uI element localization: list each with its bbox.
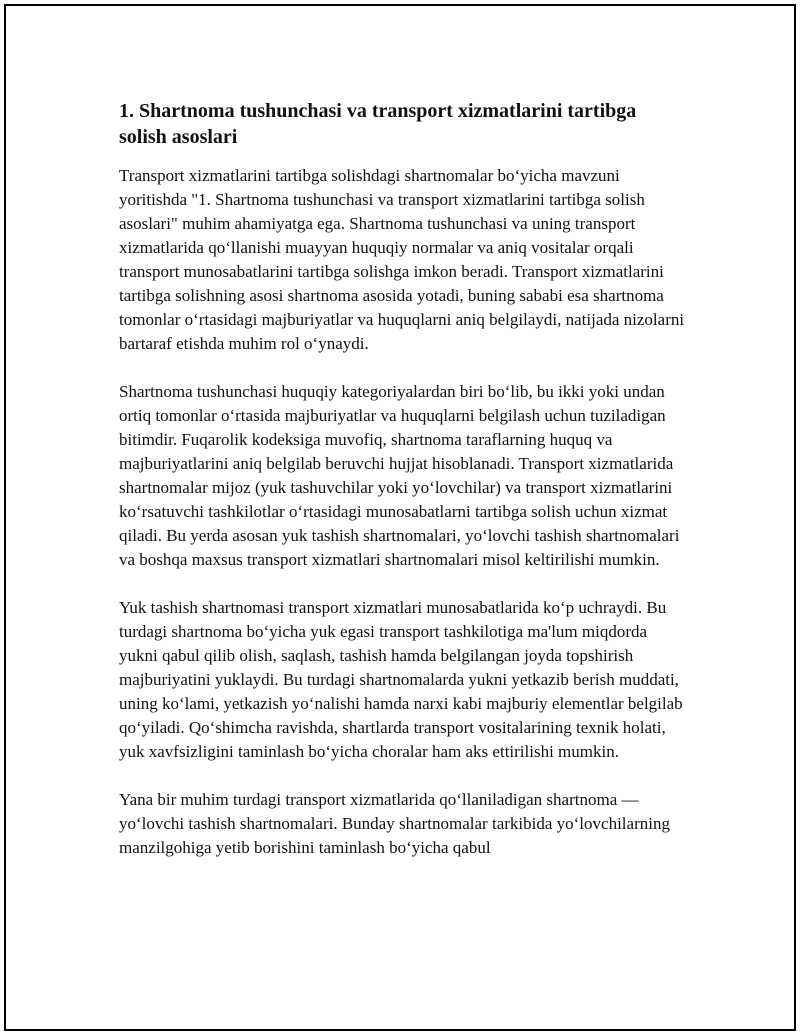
paragraph-1: Transport xizmatlarini tartibga solishdagi shartnomalar bo‘yicha mavzuni yoritishda "1. Shartnoma tushunchasi va transport xizmatlarini tartibga solish asoslari" muhim ahamiyatga ega. Shartnoma tushunchasi va uning transport xizmatlarida qo‘llanishi muayyan huquqiy normalar va aniq vositalar orqali transport munosabatlarini tartibga solishga imkon beradi. Transport xizmatlarini tartibga solishning asosi shartnoma asosida yotadi, buning sababi esa shartnoma tomonlar o‘rtasidagi majburiyatlar va huquqlarni aniq belgilaydi, natijada nizolarni bartaraf etishda muhim rol o‘ynaydi. [119, 166, 685, 353]
paragraph-3: Yuk tashish shartnomasi transport xizmatlari munosabatlarida ko‘p uchraydi. Bu turdagi shartnoma bo‘yicha yuk egasi transport tashkilotiga ma'lum miqdorda yukni qabul qilib olish, saqlash, tashish hamda belgilangan joyda topshirish majburiyatini yuklaydi. Bu turdagi shartnomalarda yukni yetkazib berish muddati, uning ko‘lami, yetkazish yo‘nalishi hamda narxi kabi majburiy elementlar belgilab qo‘yiladi. Qo‘shimcha ravishda, shartlarda transport vositalarining texnik holati, yuk xavfsizligini taminlash bo‘yicha choralar ham aks ettirilishi mumkin. [119, 598, 683, 761]
document-title: 1. Shartnoma tushunchasi va transport xizmatlarini tartibga solish asoslari [119, 100, 637, 148]
paragraph-2: Shartnoma tushunchasi huquqiy kategoriyalardan biri bo‘lib, bu ikki yoki undan ortiq tomonlar o‘rtasida majburiyatlar va huquqlarni belgilash uchun tuziladigan bitimdir. Fuqarolik kodeksiga muvofiq, shartnoma taraflarning huquq va majburiyatlarini aniq belgilab beruvchi hujjat hisoblanadi. Transport xizmatlarida shartnomalar mijoz (yuk tashuvchilar yoki yo‘lovchilar) va transport xizmatlarini ko‘rsatuvchi tashkilotlar o‘rtasidagi munosabatlarni tartibga solish uchun xizmat qiladi. Bu yerda asosan yuk tashish shartnomalari, yo‘lovchi tashish shartnomalari va boshqa maxsus transport xizmatlari shartnomalari misol keltirilishi mumkin. [119, 382, 680, 569]
document-body [119, 98, 689, 884]
document-page [4, 4, 796, 1031]
paragraph-4: Yana bir muhim turdagi transport xizmatlarida qo‘llaniladigan shartnoma — yo‘lovchi tashish shartnomalari. Bunday shartnomalar tarkibida yo‘lovchilarning manzilgohiga yetib borishini taminlash bo‘yicha qabul [119, 790, 670, 857]
